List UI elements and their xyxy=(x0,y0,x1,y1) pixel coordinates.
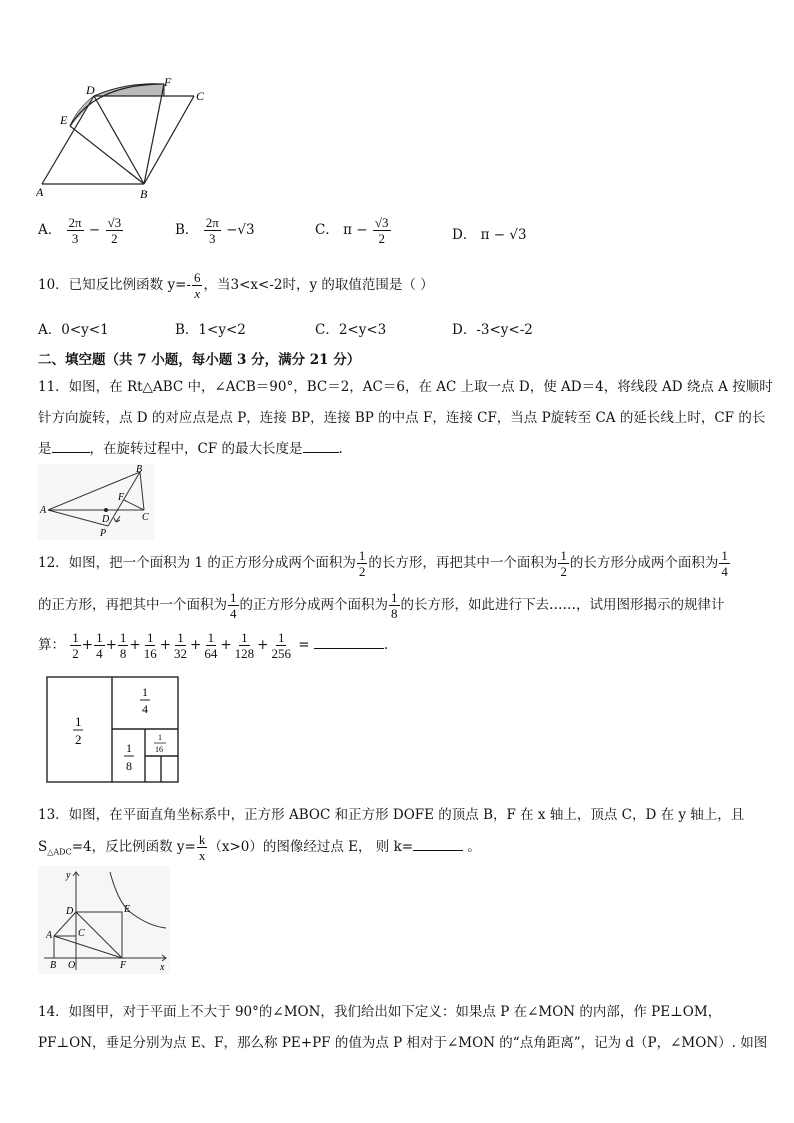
label-A: A xyxy=(36,185,44,199)
q10-option-b[interactable]: B．1<y<2 xyxy=(175,322,246,338)
label-P: P xyxy=(100,528,107,539)
frac-half-num: 1 xyxy=(75,714,82,729)
label-E: E xyxy=(124,904,131,915)
label-F: F xyxy=(120,960,127,971)
frac-quarter-den: 4 xyxy=(142,702,148,716)
figure-q12 xyxy=(46,676,180,784)
section-heading: 二、填空题（共 7 小题，每小题 3 分，满分 21 分） xyxy=(38,352,361,368)
frac-half-den: 2 xyxy=(75,732,82,747)
frac-eighth-den: 8 xyxy=(126,759,132,773)
q12-line-2: 的正方形，再把其中一个面积为 $\frac{1}{4}$ 的正方形分成两个面积为 $\frac{1}{8}$ 的长方形，如此进行下去……，试用图形揭示的规律计 xyxy=(38,590,725,621)
label-D: D xyxy=(102,514,110,525)
figure-q9 xyxy=(36,74,216,200)
label-F: F xyxy=(164,75,172,89)
q14-line-2: PF⊥ON，垂足分别为点 E、F，那么称 PE+PF 的值为点 P 相对于∠MON 的“点角距离”，记为 d（P，∠MON）. 如图 xyxy=(38,1035,768,1051)
frac-sixteenth-num: 1 xyxy=(158,733,162,742)
label-A: A xyxy=(40,505,47,516)
label-D: D xyxy=(66,906,74,917)
label-D: D xyxy=(86,83,95,97)
q13-line-1: 13．如图，在平面直角坐标系中，正方形 ABOC 和正方形 DOFE 的顶点 B，F 在 x 轴上，顶点 C，D 在 y 轴上，且 xyxy=(38,807,745,823)
q11-line-2: 针方向旋转，点 D 的对应点是点 P，连接 BP，连接 BP 的中点 F，连接 CF，当点 P旋转至 CA 的延长线上时，CF 的长 xyxy=(38,410,766,426)
answer-blank[interactable] xyxy=(303,440,339,453)
q11-line-3: 是 ，在旋转过程中，CF 的最大长度是 . xyxy=(38,441,343,457)
label-C: C xyxy=(78,928,85,939)
answer-blank[interactable] xyxy=(314,636,384,649)
frac-eighth-num: 1 xyxy=(126,741,132,755)
q12-line-1: 12．如图，把一个面积为 1 的正方形分成两个面积为 $\frac{1}{2}$ 的长方形，再把其中一个面积为 $\frac{1}{2}$ 的长方形分成两个面积为 $\frac{1}{4}$ xyxy=(38,548,728,579)
label-y: y xyxy=(66,870,71,881)
label-F: F xyxy=(118,492,125,503)
q11-line-1: 11．如图，在 Rt△ABC 中，∠ACB＝90°，BC＝2，AC＝6，在 AC 上取一点 D，使 AD＝4，将线段 AD 绕点 A 按顺时 xyxy=(38,379,773,395)
answer-blank[interactable] xyxy=(413,838,463,851)
q14-line-1: 14．如图甲，对于平面上不大于 90°的∠MON，我们给出如下定义：如果点 P 在∠MON 的内部，作 PE⊥OM， xyxy=(38,1004,722,1020)
figure-q13 xyxy=(38,866,170,974)
q9-option-a[interactable]: A． $\frac{2\pi}{3}$ − $\frac{√3}{2}$ xyxy=(38,215,122,246)
q10-option-a[interactable]: A．0<y<1 xyxy=(38,322,109,338)
label-B: B xyxy=(136,464,143,475)
shaded-region-top xyxy=(94,84,164,96)
frac-quarter-num: 1 xyxy=(142,685,148,699)
q10-stem: 10．已知反比例函数 y=- $\frac{6}{x}$ ，当3<x<-2时，y 的取值范围是（ ） xyxy=(38,270,434,301)
q12-line-3: 算： $\frac{1}{2}$ + $\frac{1}{4}$ + $\frac{1}{8}$ + $\frac{1}{16}$ + $\frac{1}{32}$ + $\frac{1}{64}$ + $\frac{1}{128}$ + $\frac{1}{256}$ = . xyxy=(38,630,389,661)
label-x: x xyxy=(160,962,165,973)
q9-option-d[interactable]: D． π − √3 xyxy=(452,227,527,243)
answer-blank[interactable] xyxy=(52,440,90,453)
label-A: A xyxy=(46,930,53,941)
q9-option-c[interactable]: C． π − $\frac{√3}{2}$ xyxy=(315,215,389,246)
q9-option-b[interactable]: B． $\frac{2\pi}{3}$ −√3 xyxy=(175,215,255,246)
label-C: C xyxy=(196,89,205,103)
edge-AD xyxy=(42,96,94,184)
label-B: B xyxy=(50,960,57,971)
edge-EB xyxy=(70,126,144,184)
frac-sixteenth-den: 16 xyxy=(155,745,163,754)
figure-q11 xyxy=(38,464,154,540)
q13-line-2: $S_{\triangle ADC}=4$，反比例函数 y= $\frac{k}{x}$ （x>0）的图像经过点 E， 则 k= 。 xyxy=(38,832,481,863)
label-E: E xyxy=(60,113,68,127)
edge-FB xyxy=(144,84,164,184)
q10-option-c[interactable]: C．2<y<3 xyxy=(315,322,387,338)
label-C: C xyxy=(142,512,149,523)
label-O: O xyxy=(68,960,76,971)
edge-CB xyxy=(144,96,194,184)
edge-DB xyxy=(94,96,144,184)
q10-option-d[interactable]: D．-3<y<-2 xyxy=(452,322,533,338)
label-B: B xyxy=(140,187,148,200)
